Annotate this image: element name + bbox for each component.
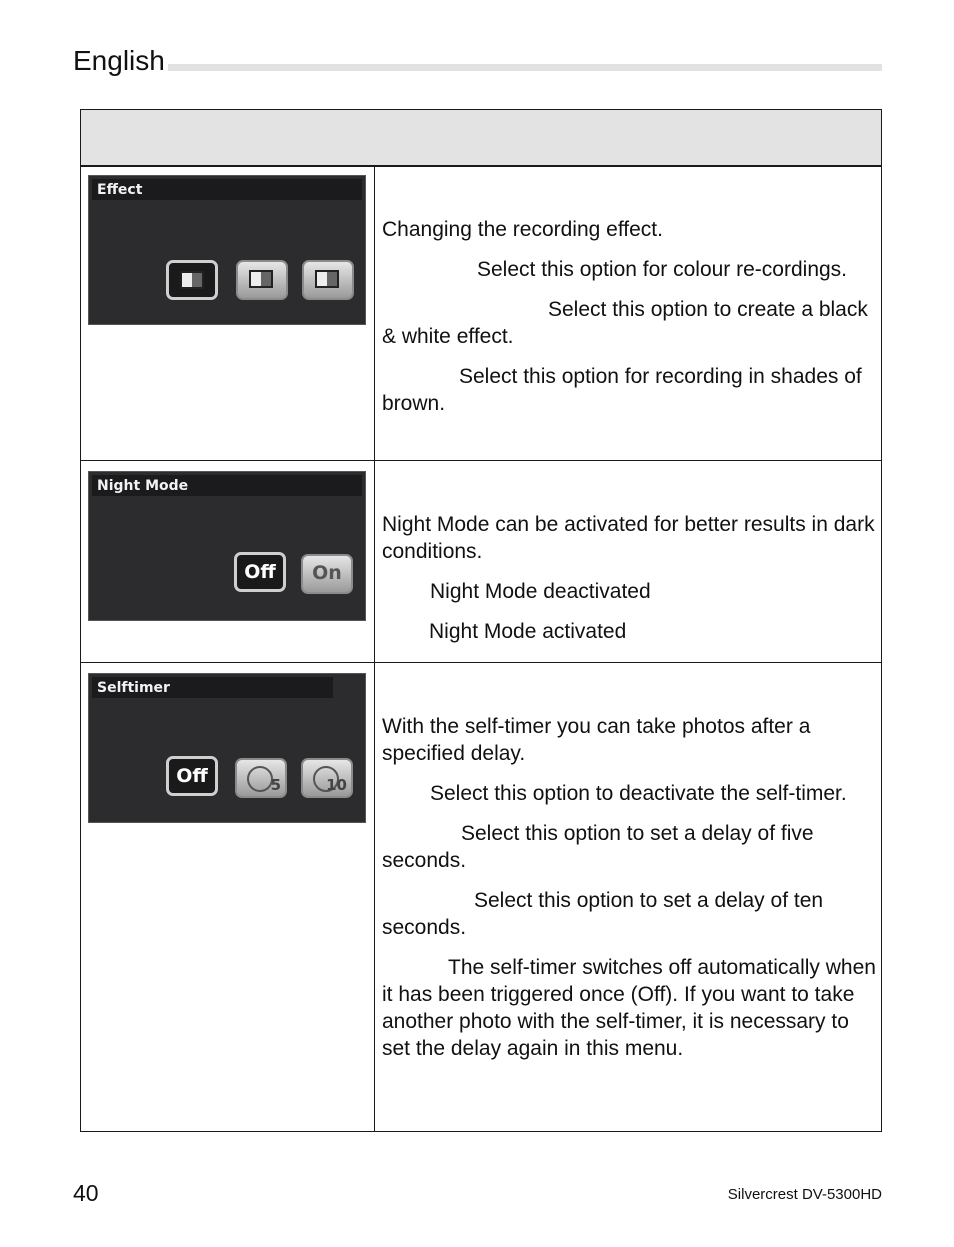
effect-row xyxy=(81,166,881,461)
effect-sepia-option xyxy=(302,260,354,300)
screen-title: Effect xyxy=(97,182,143,198)
paragraph: Select this option to set a delay of ten seconds. xyxy=(382,889,824,939)
model-name: Silvercrest DV-5300HD xyxy=(727,1186,882,1203)
paragraph: Select this option to create a black & white effect. xyxy=(382,298,868,348)
screen-title: Night Mode xyxy=(97,478,189,494)
effect-colour-option xyxy=(166,260,218,300)
option-label: On xyxy=(312,562,342,584)
paragraph: With the self-timer you can take photos after a specified delay. xyxy=(382,715,811,765)
selftimer-description xyxy=(382,713,877,1075)
screen-title-bar xyxy=(92,179,362,200)
night-mode-on-option xyxy=(301,554,353,594)
paragraph: The self-timer switches off automatically when it has been triggered once (Off). If you want to take another photo with the self-timer, it is necessary to set the delay again in this menu. xyxy=(382,956,876,1060)
colour-effect-icon xyxy=(180,271,204,289)
night-mode-description xyxy=(382,511,877,658)
header-language: English xyxy=(73,45,165,76)
selftimer-row xyxy=(81,663,881,1131)
sepia-effect-icon xyxy=(315,270,339,288)
option-label: Off xyxy=(176,765,208,787)
header-rule xyxy=(168,64,882,71)
paragraph: Select this option to deactivate the self-timer. xyxy=(430,782,847,805)
night-mode-off-option xyxy=(234,552,286,592)
selftimer-screen xyxy=(88,673,366,823)
paragraph: Select this option for recording in shades of brown. xyxy=(382,365,862,415)
paragraph: Night Mode activated xyxy=(429,620,627,643)
effect-screen xyxy=(88,175,366,325)
selftimer-5s-option xyxy=(235,758,287,798)
paragraph: Select this option to set a delay of five seconds. xyxy=(382,822,814,872)
settings-table xyxy=(80,109,882,1132)
paragraph: Night Mode deactivated xyxy=(430,580,651,603)
effect-description xyxy=(382,216,877,430)
paragraph: Select this option for colour re-cordings. xyxy=(477,258,848,281)
effect-bw-option xyxy=(236,260,288,300)
page-number: 40 xyxy=(73,1180,99,1206)
paragraph: Night Mode can be activated for better results in dark conditions. xyxy=(382,513,875,563)
paragraph: Changing the recording effect. xyxy=(382,218,663,241)
selftimer-10s-option xyxy=(301,758,353,798)
night-mode-screen xyxy=(88,471,366,621)
screen-title: Selftimer xyxy=(97,680,170,696)
timer-seconds: 10 xyxy=(326,776,347,794)
screen-title-bar xyxy=(92,677,333,698)
screen-title-bar xyxy=(92,475,362,496)
bw-effect-icon xyxy=(249,270,273,288)
option-label: Off xyxy=(244,561,276,583)
table-header xyxy=(81,110,881,167)
timer-seconds: 5 xyxy=(270,776,281,794)
selftimer-off-option xyxy=(166,756,218,796)
timer-icon xyxy=(247,766,273,792)
night-mode-row xyxy=(81,461,881,663)
